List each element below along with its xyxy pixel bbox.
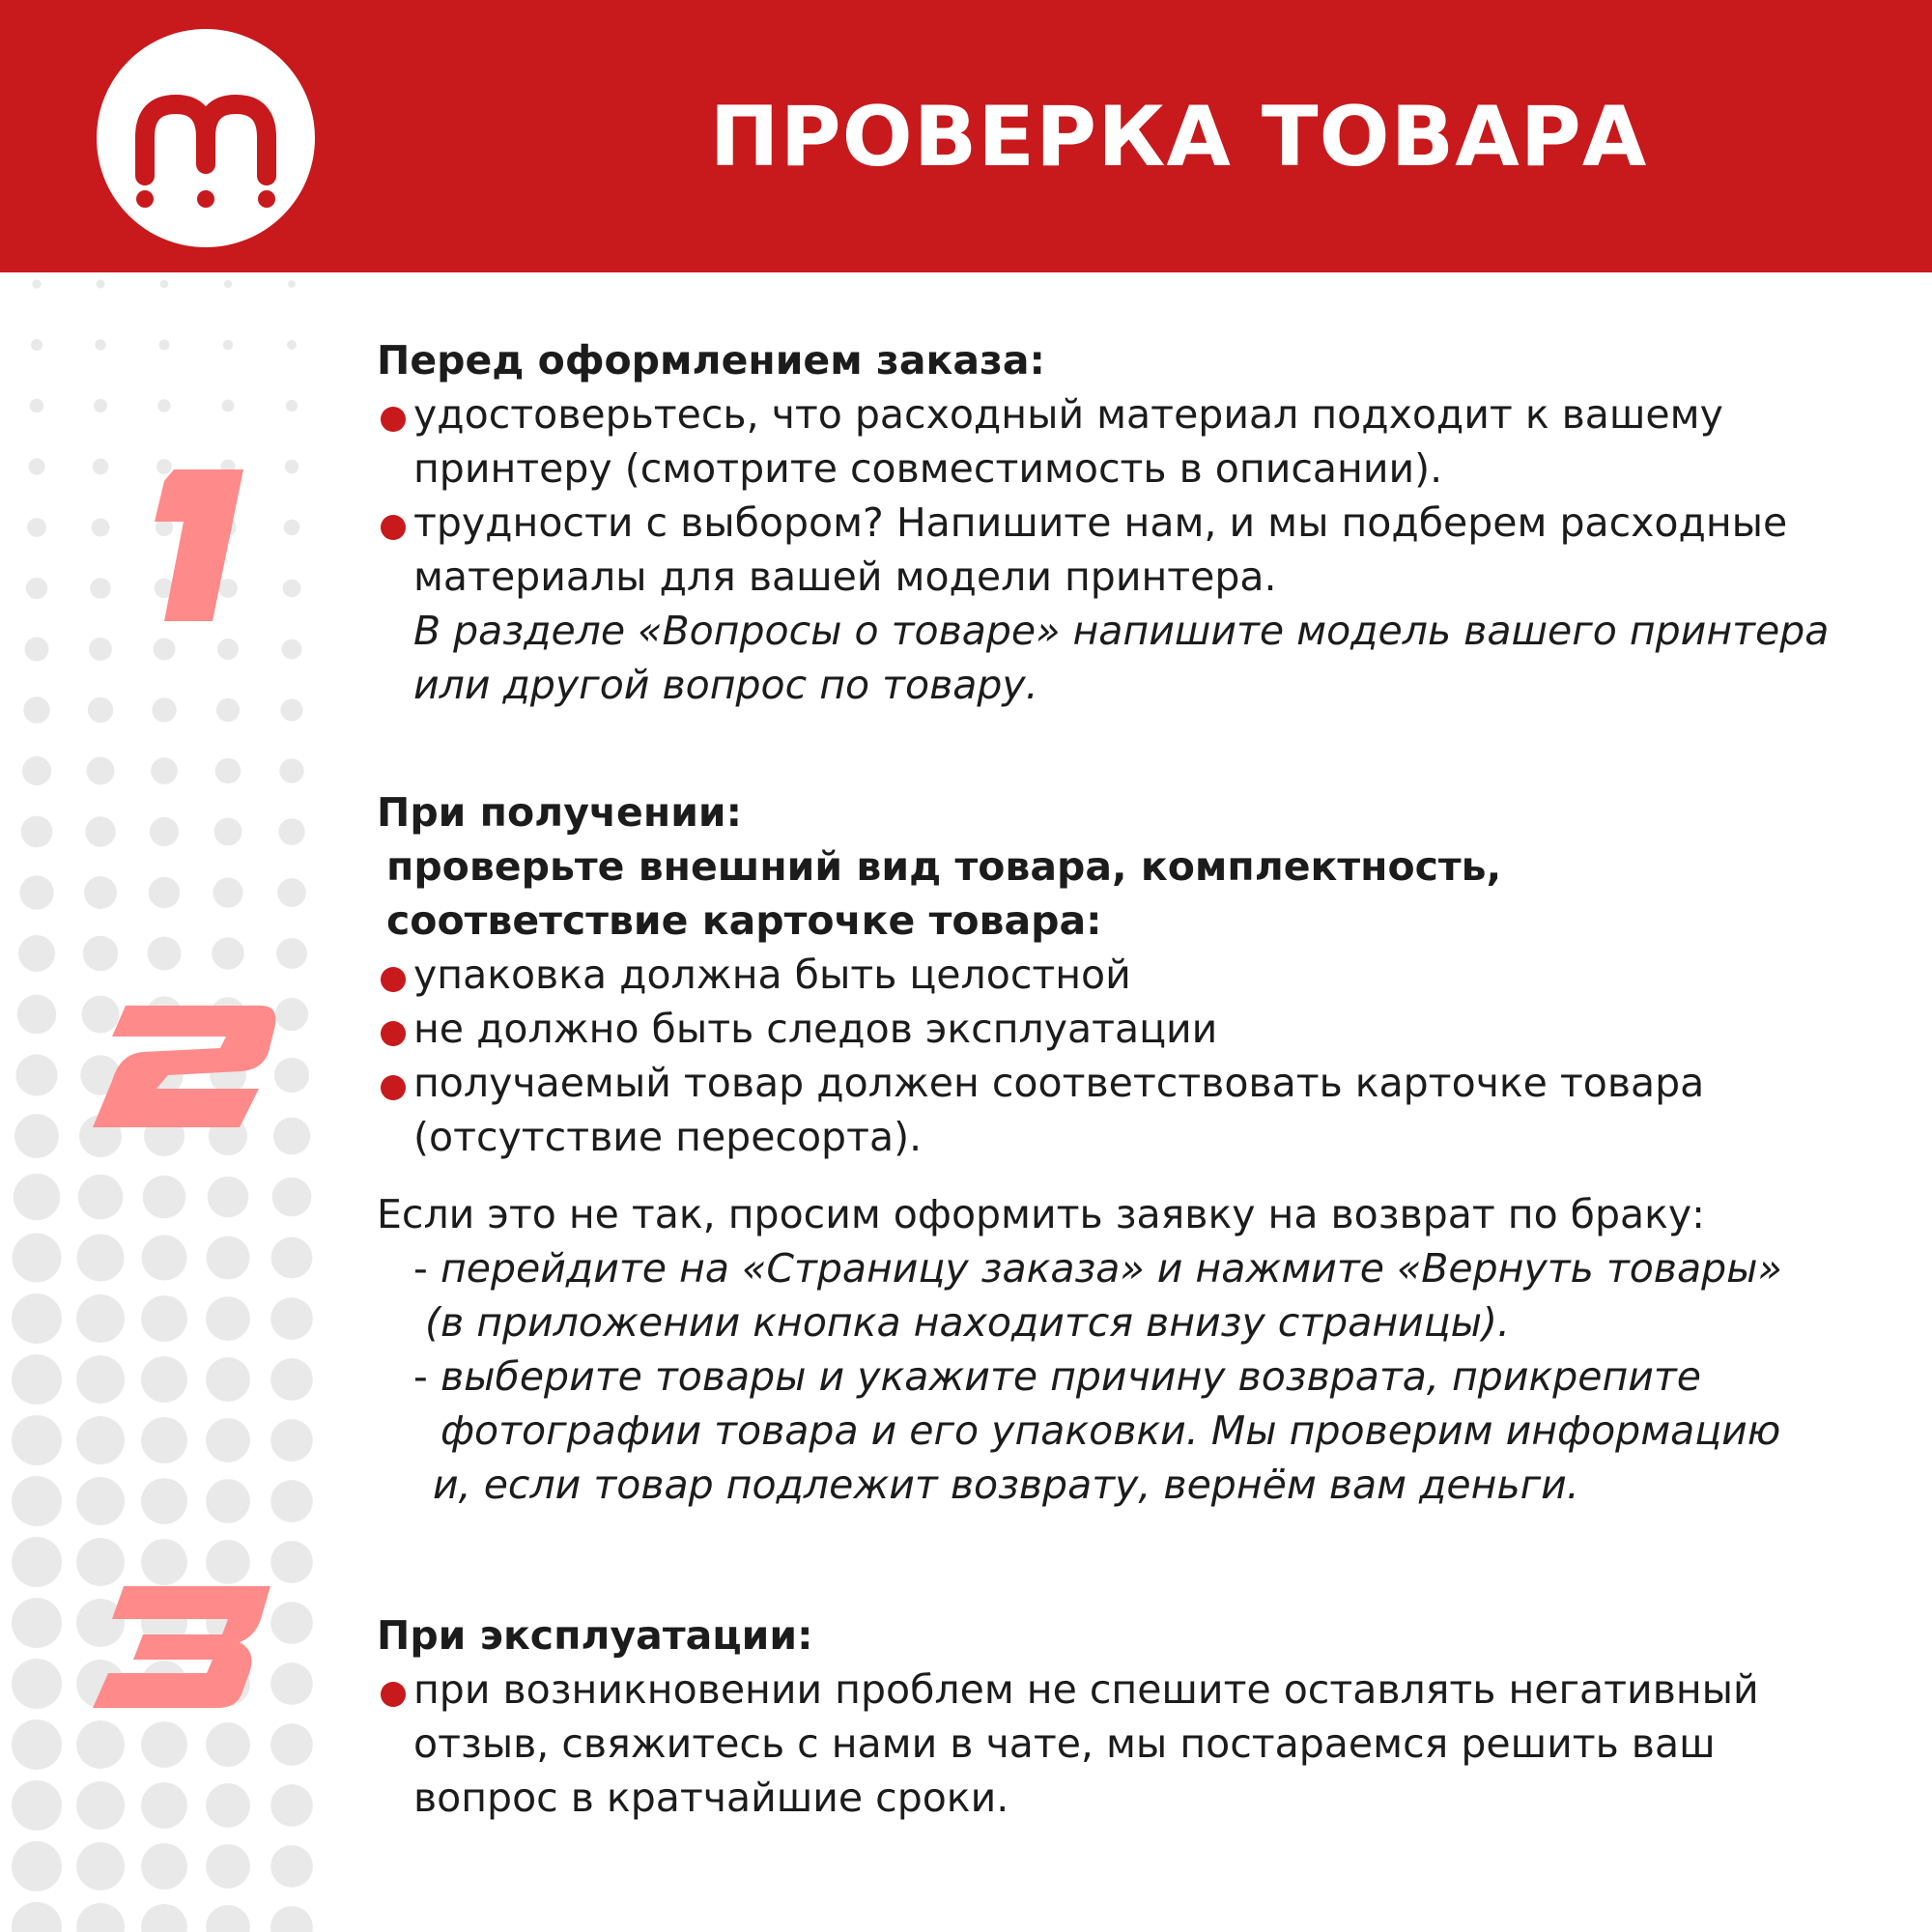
list-item: [377, 387, 1884, 496]
decor-dot: [206, 1479, 250, 1523]
list-item-line: отзыв, свяжитесь с нами в чате, мы постараемся решить ваш: [413, 1720, 1716, 1767]
decor-dot: [76, 1842, 125, 1890]
decor-dot: [76, 1355, 125, 1404]
decor-dot: [270, 1480, 313, 1522]
decor-dot: [18, 935, 55, 972]
decor-dot: [206, 1844, 250, 1889]
decor-dot: [208, 1177, 249, 1218]
decor-dot: [88, 697, 113, 723]
decor-dot: [222, 400, 235, 412]
decor-dot: [158, 339, 169, 350]
section-heading-order: Перед оформлением заказа:: [377, 337, 1045, 384]
decor-dot: [152, 697, 176, 722]
decor-dot: [26, 578, 47, 599]
subheading-line: проверьте внешний вид товара, комплектность,: [386, 843, 1502, 890]
decor-dot: [143, 1176, 185, 1218]
decor-dot: [28, 458, 44, 474]
decor-dot: [141, 1295, 187, 1342]
decor-dot: [141, 1417, 187, 1463]
decor-dot: [207, 1236, 250, 1280]
list-item: упаковка должна быть целостной: [377, 948, 1884, 1002]
decor-dot: [12, 1476, 62, 1526]
return-intro: Если это не так, просим оформить заявку на возврат по браку:: [377, 1191, 1705, 1237]
decor-dot: [270, 1723, 313, 1766]
decor-dot: [212, 937, 243, 969]
decor-dot: [12, 1415, 62, 1465]
section-subheading: [377, 839, 1884, 948]
decor-dot: [84, 876, 117, 909]
decor-dot: [223, 340, 234, 351]
decor-dot: [15, 1054, 57, 1095]
decor-dot: [83, 936, 118, 971]
return-step-cont: (в приложении кнопка находится внизу страницы).: [425, 1299, 1511, 1346]
decor-dot: [206, 1357, 250, 1402]
decor-dot: [270, 1906, 313, 1932]
section-heading-usage: При эксплуатации:: [377, 1612, 813, 1659]
decor-dot: [206, 1905, 250, 1932]
list-item-line: принтеру (смотрите совместимость в описании).: [413, 445, 1443, 492]
decor-dot: [76, 1416, 125, 1464]
decor-dot: [141, 1904, 187, 1932]
return-step: - выберите товары и укажите причину возврата, прикрепите: [377, 1350, 1884, 1404]
decor-dot: [224, 280, 232, 288]
m-logo-icon: [97, 29, 315, 247]
return-step-cont: и, если товар подлежит возврату, вернём вам деньги.: [433, 1462, 1579, 1508]
note-text: [377, 604, 1884, 712]
decor-dot: [89, 638, 112, 661]
section-heading-receipt: При получении:: [377, 789, 743, 836]
decor-dot: [217, 639, 239, 660]
return-step: - перейдите на «Страницу заказа» и нажмите «Вернуть товары»: [377, 1241, 1884, 1295]
decor-dot: [12, 1354, 62, 1405]
decor-dot: [12, 1537, 62, 1587]
decor-dot: [12, 1719, 62, 1770]
decor-dot: [215, 758, 242, 784]
decor-dot: [13, 1234, 62, 1283]
decor-dot: [277, 878, 306, 907]
content-area: [377, 333, 1884, 1825]
page-title: ПРОВЕРКА ТОВАРА: [709, 89, 1648, 185]
decor-dot: [206, 1296, 250, 1341]
decor-dot: [87, 757, 115, 785]
decor-dot: [280, 698, 302, 721]
decor-dot: [150, 817, 179, 846]
decor-dot: [206, 1418, 250, 1463]
list-item-line: (отсутствие пересорта).: [413, 1114, 923, 1160]
decor-dot: [272, 1178, 312, 1217]
decor-dot: [149, 877, 181, 909]
list-item-line: при возникновении проблем не спешите оставлять негативный: [413, 1666, 1759, 1713]
decor-dot: [141, 1843, 187, 1889]
list-item-line: трудности с выбором? Напишите нам, и мы подберем расходные: [413, 499, 1788, 546]
decor-dot: [76, 1781, 125, 1830]
decor-dot: [160, 280, 169, 289]
decor-dot: [76, 1903, 125, 1932]
decor-dot: [141, 1478, 187, 1524]
step-number-2: [87, 1000, 280, 1130]
decor-dot: [25, 638, 49, 662]
decor-dot: [276, 938, 307, 969]
decor-dot: [279, 758, 303, 782]
step-number-1: [87, 462, 280, 626]
list-item: [377, 496, 1884, 604]
decor-dot: [23, 696, 50, 724]
decor-dot: [286, 400, 298, 412]
decor-dot: [270, 1419, 313, 1462]
decor-dot: [206, 1722, 250, 1767]
decor-dot: [12, 1598, 62, 1648]
decor-dot: [77, 1235, 125, 1282]
decor-dot: [270, 1541, 313, 1583]
decor-dot: [12, 1902, 62, 1932]
note-line: В разделе «Вопросы о товаре» напишите модель вашего принтера: [413, 608, 1830, 654]
decor-dot: [76, 1294, 125, 1343]
decor-dot: [141, 1356, 187, 1403]
note-line: или другой вопрос по товару.: [413, 662, 1038, 708]
decor-dot: [216, 698, 240, 722]
header-banner: [0, 0, 1932, 272]
decor-dot: [141, 1539, 187, 1585]
decor-dot: [283, 580, 301, 598]
decor-dot: [271, 1237, 313, 1279]
decor-dot: [151, 757, 178, 784]
decor-dot: [270, 1845, 313, 1888]
brand-logo: [97, 29, 315, 247]
decor-dot: [141, 1782, 187, 1829]
list-item-line: материалы для вашей модели принтера.: [413, 554, 1277, 600]
list-item-line: удостоверьтесь, что расходный материал подходит к вашему: [413, 391, 1723, 438]
decor-dot: [213, 877, 242, 907]
decor-dot: [12, 1841, 62, 1891]
subheading-line: соответствие карточке товара:: [386, 897, 1102, 944]
list-item-line: получаемый товар должен соответствовать карточке товара: [413, 1060, 1705, 1106]
decor-dot: [270, 1358, 313, 1401]
list-item: не должно быть следов эксплуатации: [377, 1002, 1884, 1056]
decor-dot: [95, 339, 105, 350]
decor-dot: [278, 818, 305, 845]
decor-dot: [76, 1538, 125, 1586]
decor-dot: [206, 1783, 250, 1828]
decor-dot: [97, 280, 105, 289]
list-item: [377, 1056, 1884, 1164]
decor-dot: [27, 518, 46, 537]
decor-dot: [78, 1175, 123, 1219]
decor-dot: [14, 1114, 59, 1158]
decor-dot: [85, 816, 115, 846]
decor-dot: [282, 639, 302, 660]
decor-dot: [157, 399, 170, 412]
decor-dot: [287, 340, 297, 350]
decor-dot: [94, 399, 107, 412]
decor-dot: [31, 339, 43, 351]
step-number-3: [87, 1580, 280, 1711]
decor-dot: [76, 1477, 125, 1525]
decor-dot: [275, 998, 308, 1031]
decor-dot: [30, 399, 44, 413]
decor-dot: [12, 1780, 62, 1831]
decor-dot: [19, 875, 53, 909]
decor-dot: [76, 1720, 125, 1769]
decor-dot: [206, 1540, 250, 1584]
decor-dot: [21, 816, 53, 848]
decor-dot: [141, 1721, 187, 1768]
decor-dot: [270, 1297, 313, 1340]
decor-dot: [288, 280, 296, 288]
decor-dot: [214, 818, 242, 846]
decor-dot: [14, 1174, 60, 1220]
decor-dot: [32, 279, 41, 288]
return-step-cont: фотографии товара и его упаковки. Мы проверим информацию: [440, 1407, 1781, 1454]
decor-dot: [142, 1236, 187, 1281]
list-item: [377, 1662, 1884, 1825]
decor-dot: [285, 460, 298, 473]
decor-dot: [154, 639, 176, 661]
decor-dot: [12, 1659, 62, 1709]
decor-dot: [22, 756, 51, 785]
decor-dot: [284, 520, 300, 536]
decor-dot: [12, 1293, 62, 1344]
list-item-line: вопрос в кратчайшие сроки.: [413, 1775, 1009, 1821]
decor-dot: [148, 937, 182, 971]
decor-dot: [17, 995, 57, 1035]
decor-dot: [270, 1784, 313, 1827]
